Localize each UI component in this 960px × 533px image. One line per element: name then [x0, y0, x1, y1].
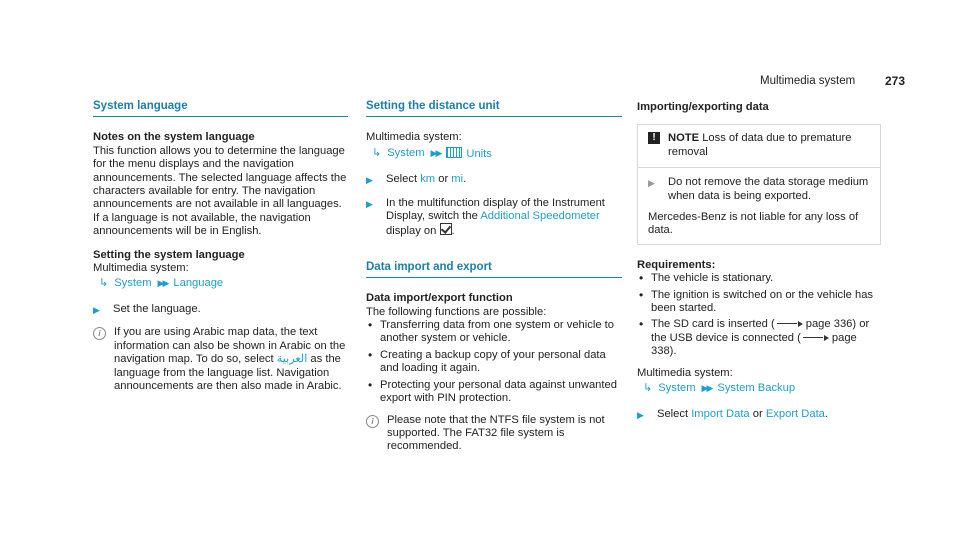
step-pre: Select [657, 407, 689, 420]
step-triangle-icon: ▶ [93, 304, 100, 315]
path-label: Multimedia system: [366, 131, 462, 144]
additional-speedometer-option[interactable]: Additional Speedometer [480, 210, 600, 223]
path-item-system[interactable]: System [114, 277, 152, 290]
path-item-language[interactable]: Language [173, 277, 224, 290]
ruler-icon [446, 147, 462, 158]
step-triangle-icon: ▶ [366, 198, 373, 209]
note-label: NOTE [668, 132, 700, 145]
info-text: Please note that the NTFS file system is not supported. The FAT32 file system is recommended. [387, 413, 605, 453]
note-title [668, 132, 870, 159]
chevron-right-icon: ▶▶ [701, 383, 712, 394]
note-text: Mercedes-Benz is not liable for any loss of data. [648, 211, 859, 237]
page-ref-arrow-icon [824, 335, 829, 341]
import-data-option[interactable]: Import Data [691, 407, 750, 420]
column-importing-exporting [637, 100, 881, 431]
info-note-arabic [93, 326, 348, 393]
list-item: • The ignition is switched on or the vehicle has been started. [637, 289, 881, 316]
step-or: or [752, 407, 763, 420]
req3-page2[interactable]: page 338). [651, 331, 857, 358]
step-set-language [93, 303, 348, 317]
requirements-list [637, 272, 881, 358]
step-additional-speedometer [366, 197, 622, 239]
column-system-language [93, 100, 348, 402]
info-note-ntfs [366, 414, 622, 454]
step1-or: or [438, 173, 449, 186]
step-select-import-export [637, 408, 881, 422]
warning-icon: ! [648, 132, 660, 144]
step2-end: . [451, 225, 455, 238]
setting-heading: Setting the system language [93, 248, 245, 261]
path-arrow-icon: ↳ [643, 382, 653, 395]
page-ref-line [803, 337, 823, 338]
info-text-post: as the language from the language list. Navigation announcements are then also made in Arabic. [114, 353, 342, 392]
note-title-text: Loss of data due to premature removal [668, 132, 852, 158]
list-item: • Transferring data from one system or vehicle to another system or vehicle. [366, 319, 622, 346]
req3-page[interactable]: page 336) or the USB device is connected ( [651, 318, 870, 344]
list-item: • Protecting your personal data against unwanted export with PIN protection. [366, 379, 622, 406]
step-end: . [824, 407, 829, 420]
units-label: Units [466, 147, 492, 160]
list-item: • The vehicle is stationary. [637, 272, 881, 285]
step2-post: display on [386, 225, 437, 238]
export-data-option[interactable]: Export Data [765, 407, 825, 420]
info-icon: i [366, 415, 379, 428]
list-item [637, 318, 881, 358]
note-step [648, 176, 870, 203]
note-box [637, 124, 881, 244]
path-label: Multimedia system: [637, 366, 733, 379]
notes-text: This function allows you to determine the language for the menu displays and the navigation announcements. The selected language affects the characters available for entry. The navigation announcements are not available in all languages. If a language is not available, the navigation announcements will be in English. [93, 144, 347, 238]
list-item: • Creating a backup copy of your personal data and loading it again. [366, 349, 622, 376]
section-title-system-language: System language [93, 100, 348, 117]
chevron-right-icon: ▶▶ [157, 278, 168, 289]
km-option[interactable]: km [420, 173, 436, 186]
step1-pre: Select [386, 173, 418, 186]
path-item-system[interactable]: System [658, 382, 696, 395]
menu-path [93, 277, 348, 290]
path-item-units[interactable] [446, 147, 492, 161]
info-text [114, 326, 348, 393]
mi-option[interactable]: mi [451, 173, 464, 186]
page-number: 273 [885, 74, 906, 88]
note-header [638, 125, 880, 168]
step1-end: . [463, 173, 467, 186]
path-arrow-icon: ↳ [372, 147, 382, 160]
function-list [366, 319, 622, 405]
section-title-data-import: Data import and export [366, 261, 622, 278]
step-text [386, 173, 466, 187]
arabic-language-option[interactable]: العربية [276, 353, 308, 366]
import-export-heading: Data import/export function [366, 292, 513, 305]
step-triangle-icon: ▶ [648, 178, 655, 189]
note-step-text: Do not remove the data storage medium when data is being exported. [668, 176, 869, 202]
path-label: Multimedia system: [93, 262, 189, 275]
step-select-unit [366, 173, 622, 187]
menu-path [366, 147, 622, 161]
info-text-pre: If you are using Arabic map data, the text information can also be shown in Arabic on the navigation map. To do so, select [114, 326, 346, 366]
importing-exporting-heading: Importing/exporting data [637, 101, 769, 113]
intro-text: The following functions are possible: [366, 305, 547, 318]
step-text: Set the language. [113, 302, 201, 315]
running-header: Multimedia system [760, 75, 856, 87]
page-ref-line [777, 323, 797, 324]
note-body [638, 168, 880, 244]
section-title-distance-unit: Setting the distance unit [366, 100, 622, 117]
path-item-system-backup[interactable]: System Backup [717, 382, 796, 395]
notes-heading: Notes on the system language [93, 131, 255, 144]
step-triangle-icon: ▶ [637, 409, 644, 420]
step-triangle-icon: ▶ [366, 175, 373, 186]
info-icon: i [93, 327, 106, 340]
page-ref-arrow-icon [798, 321, 803, 327]
path-arrow-icon: ↳ [99, 277, 109, 290]
step-text [657, 408, 828, 422]
step-text [386, 197, 622, 239]
checkbox-checked-icon [440, 223, 452, 235]
menu-path [637, 382, 881, 395]
column-distance-unit [366, 100, 622, 463]
chevron-right-icon: ▶▶ [430, 148, 441, 159]
step2-pre: In the multifunction display of the Instrument Display, switch the [386, 196, 605, 223]
req3-pre: The SD card is inserted ( [651, 318, 775, 331]
requirements-heading: Requirements: [637, 258, 716, 271]
path-item-system[interactable]: System [387, 147, 425, 160]
